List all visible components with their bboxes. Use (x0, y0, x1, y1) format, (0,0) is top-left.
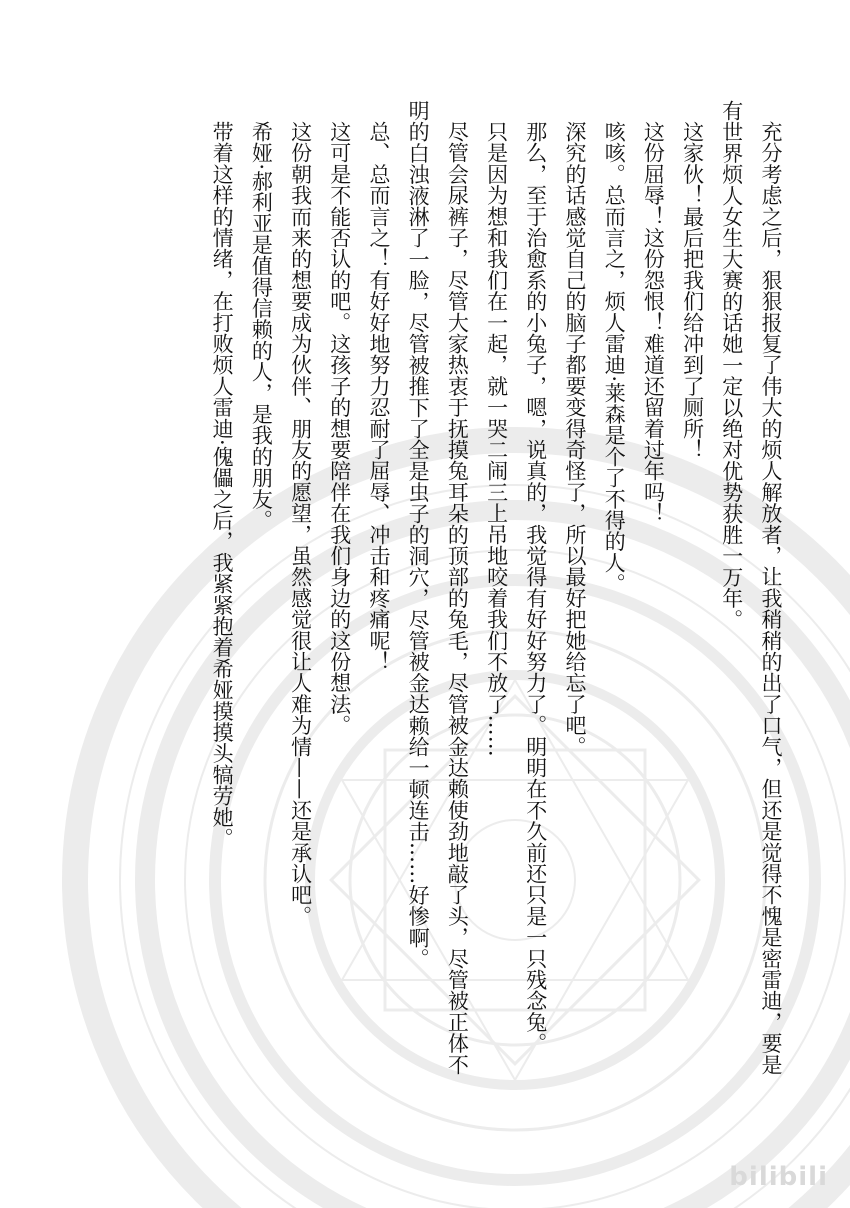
text-body (202, 100, 790, 1090)
paragraph-9: 总、总而言之！有好好地努力忍耐了屈辱、冲击和疼痛呢！ (366, 121, 391, 673)
paragraph-13: 带着这样的情绪，在打败烦人雷迪·傀儡之后，我紧紧抱着希娅摸摸头犒劳她。 (210, 121, 235, 849)
paragraph-3: 这份屈辱！这份怨恨！难道还留着过年吗！ (641, 121, 666, 524)
paragraph-2: 这家伙！最后把我们给冲到了厕所！ (680, 121, 705, 461)
paragraph-11: 这份朝我而来的想要成为伙伴、朋友的愿望，虽然感觉很让人难为情——还是承认吧。 (288, 121, 313, 927)
paragraph-10: 这可是不能否认的吧。这孩子的想要陪伴在我们身边的这份想法。 (327, 121, 352, 736)
paragraph-6: 那么，至于治愈系的小兔子，嗯，说真的，我觉得有好好努力了。明明在不久前还只是一只残念兔。 (523, 121, 548, 1054)
paragraph-8: 尽管会尿裤子，尽管大家热衷于抚摸兔耳朵的顶部的兔毛，尽管被金达赖使劲地敲了头，尽管被正体不明的白浊液淋了一脸，尽管被推下了全是虫子的洞穴，尽管被金达赖给一顿连击……好惨啊。 (406, 100, 470, 1075)
bilibili-logo: bilibili (729, 1162, 828, 1192)
paragraph-7: 只是因为想和我们在一起，就一哭二闹三上吊地咬着我们不放了…… (484, 121, 509, 757)
paragraph-1: 充分考虑之后，狠狠报复了伟大的烦人解放者，让我稍稍的出了口气，但还是觉得不愧是密雷迪，要是有世界烦人女生大赛的话她一定以绝对优势获胜一万年。 (719, 100, 783, 1075)
paragraph-12: 希娅·郝利亚是值得信赖的人，是我的朋友。 (249, 121, 274, 531)
paragraph-4: 咳咳。总而言之，烦人雷迪·莱森是个了不得的人。 (602, 121, 627, 595)
paragraph-5: 深究的话感觉自己的脑子都要变得奇怪了，所以最好把她给忘了吧。 (562, 121, 587, 757)
